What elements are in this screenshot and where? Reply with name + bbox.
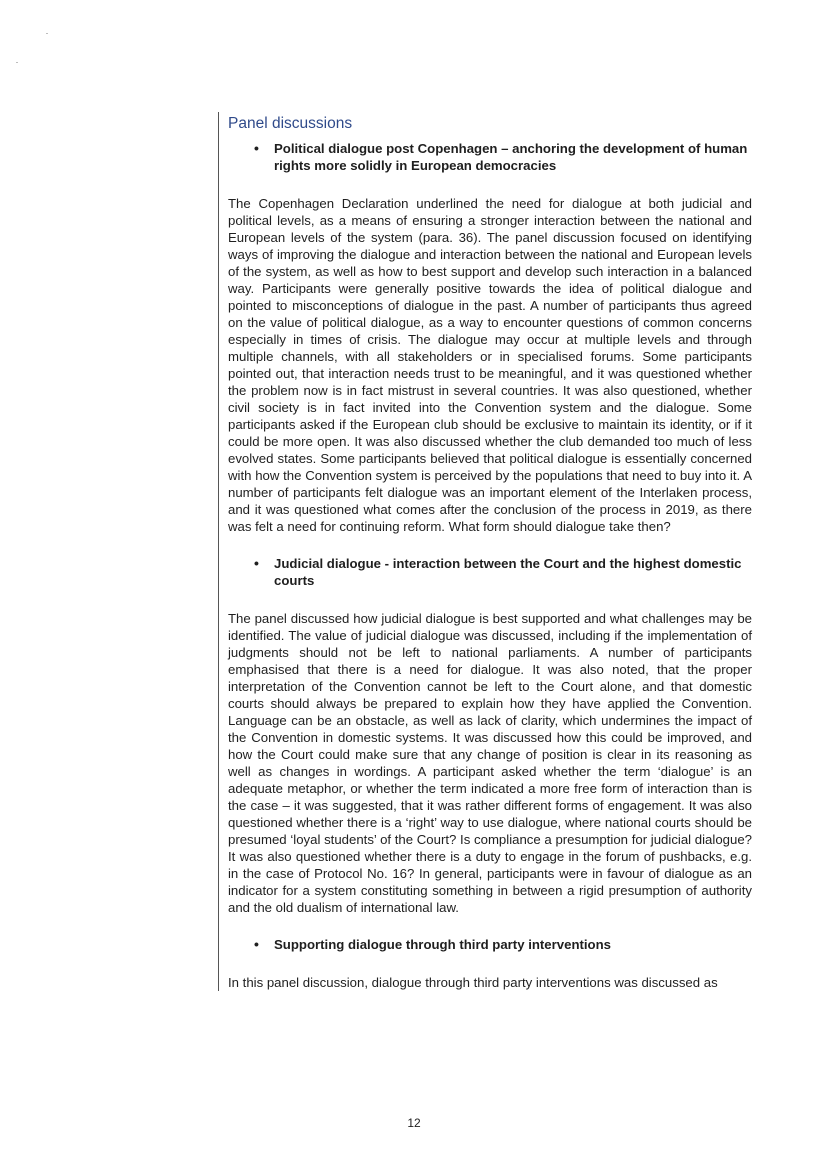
bullet-heading-political-dialogue — [254, 140, 752, 174]
paragraph-judicial-dialogue: The panel discussed how judicial dialogue is best supported and what challenges may be identified. The value of judicial dialogue was discussed, including if the implementation of judgments should not be left to national parliaments. A number of participants emphasised that there is a need for dialogue. It was also noted, that the proper interpretation of the Convention cannot be left to the Court alone, and that domestic courts should always be prepared to explain how they have applied the Convention. Language can be an obstacle, as well as lack of clarity, which undermines the impact of the Convention in domestic systems. It was discussed how this could be improved, and how the Court could make sure that any change of position is clear in its reasoning as well as changes in wordings. A participant asked whether the term ‘dialogue’ is an adequate metaphor, or whether the term indicated a more free form of interaction than is the case – it was suggested, that it was rather different forms of engagement. It was also questioned whether there is a ‘right’ way to use dialogue, where national courts should be presumed ‘loyal students’ of the Court? Is compliance a presumption for judicial dialogue? It was also questioned whether there is a duty to engage in the forum of pushbacks, e.g. in the case of Protocol No. 16? In general, participants were in favour of dialogue as an indicator for a system constituting something in between a rigid presumption of authority and the old dualism of international law. — [228, 611, 752, 915]
section-title: Panel discussions — [228, 115, 353, 132]
bullet-icon: • — [254, 555, 259, 571]
bullet-heading-judicial-dialogue — [254, 555, 752, 589]
bullet-heading-text: Judicial dialogue - interaction between the Court and the highest domestic courts — [274, 556, 742, 588]
bullet-heading-text: Political dialogue post Copenhagen – anchoring the development of human rights more solidly in European democracies — [274, 141, 748, 173]
bullet-heading-third-party — [254, 936, 752, 953]
document-body — [218, 112, 752, 991]
scan-artifact — [16, 62, 18, 63]
bullet-icon: • — [254, 140, 259, 156]
scan-artifact — [46, 33, 48, 34]
paragraph-political-dialogue: The Copenhagen Declaration underlined the need for dialogue at both judicial and political levels, as a means of ensuring a stronger interaction between the national and European levels of the system (para. 36). The panel discussion focused on identifying ways of improving the dialogue and interaction between the national and European levels of the system, as well as how to best support and develop such interaction in a balanced way. Participants were generally positive towards the idea of political dialogue and pointed to misconceptions of dialogue in the past. A number of participants thus agreed on the value of political dialogue, as a way to encounter questions of common concerns especially in times of crisis. The dialogue may occur at multiple levels and through multiple channels, with all stakeholders or in specialised forums. Some participants pointed out, that interaction needs trust to be meaningful, and it was questioned whether the problem now is in fact mistrust in several countries. It was also questioned, whether civil society is in fact invited into the Convention system and the dialogue. Some participants asked if the European club should be exclusive to maintain its identity, or if it could be more open. It was also discussed whether the club demanded too much of less evolved states. Some participants believed that political dialogue is essentially concerned with how the Convention system is perceived by the populations that need to buy into it. A number of participants felt dialogue was an important element of the Interlaken process, and it was questioned what comes after the conclusion of the process in 2019, as there was felt a need for continuing reform. What form should dialogue take then? — [228, 196, 752, 534]
bullet-heading-text: Supporting dialogue through third party interventions — [274, 937, 612, 952]
paragraph-third-party: In this panel discussion, dialogue through third party interventions was discussed as — [228, 975, 718, 990]
page-number: 12 — [407, 1116, 421, 1130]
bullet-icon: • — [254, 936, 259, 952]
